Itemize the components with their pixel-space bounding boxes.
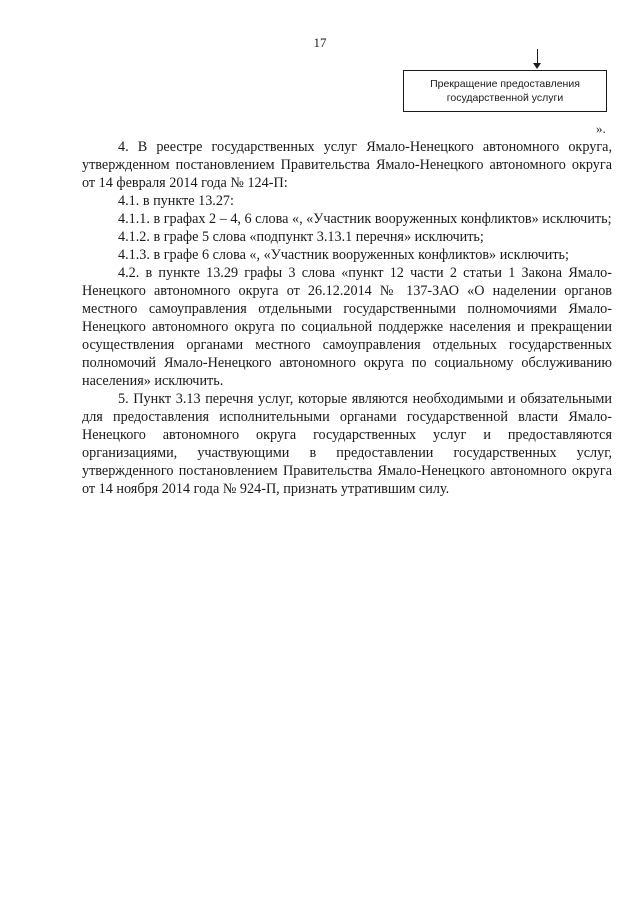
flowchart-box (403, 70, 607, 112)
flowchart-box-line-2: государственной услуги (446, 92, 564, 104)
paragraph-4-2: 4.2. в пункте 13.29 графы 3 слова «пункт 12 части 2 статьи 1 Закона Ямало-Ненецкого автономного округа от 26.12.2014 № 137-ЗАО «О наделении органов местного самоуправления отдельными государственными полномочиями Ямало-Ненецкого автономного округа по социальной поддержке населения и прекращении осуществления органами местного самоуправления отдельных государственных полномочий Ямало-Ненецкого автономного округа по социальному обслуживанию населения» исключить. (82, 265, 612, 389)
paragraph-4-1-3: 4.1.3. в графе 6 слова «, «Участник вооруженных конфликтов» исключить; (118, 247, 569, 263)
flowchart-box-text (430, 77, 580, 105)
flow-arrow-head-icon (533, 63, 541, 69)
document-body (82, 138, 612, 498)
paragraph-4-1-2: 4.1.2. в графе 5 слова «подпункт 3.13.1 перечня» исключить; (118, 229, 484, 245)
paragraph-4-1: 4.1. в пункте 13.27: (118, 193, 234, 209)
paragraph-4-1-1: 4.1.1. в графах 2 – 4, 6 слова «, «Участник вооруженных конфликтов» исключить; (118, 211, 612, 227)
closing-quote-mark: ». (596, 121, 606, 136)
page-number: 17 (313, 35, 327, 50)
paragraph-5: 5. Пункт 3.13 перечня услуг, которые являются необходимыми и обязательными для предоставления исполнительными органами государственной власти Ямало-Ненецкого автономного округа государственных услуг и предоставляются организациями, участвующими в предоставлении государственных услуг, утвержденного постановлением Правительства Ямало-Ненецкого автономного округа от 14 ноября 2014 года № 924-П, признать утратившим силу. (82, 391, 612, 497)
paragraph-4: 4. В реестре государственных услуг Ямало-Ненецкого автономного округа, утвержденном постановлением Правительства Ямало-Ненецкого автономного округа от 14 февраля 2014 года № 124-П: (82, 139, 612, 191)
flowchart-box-line-1: Прекращение предоставления (430, 78, 580, 90)
